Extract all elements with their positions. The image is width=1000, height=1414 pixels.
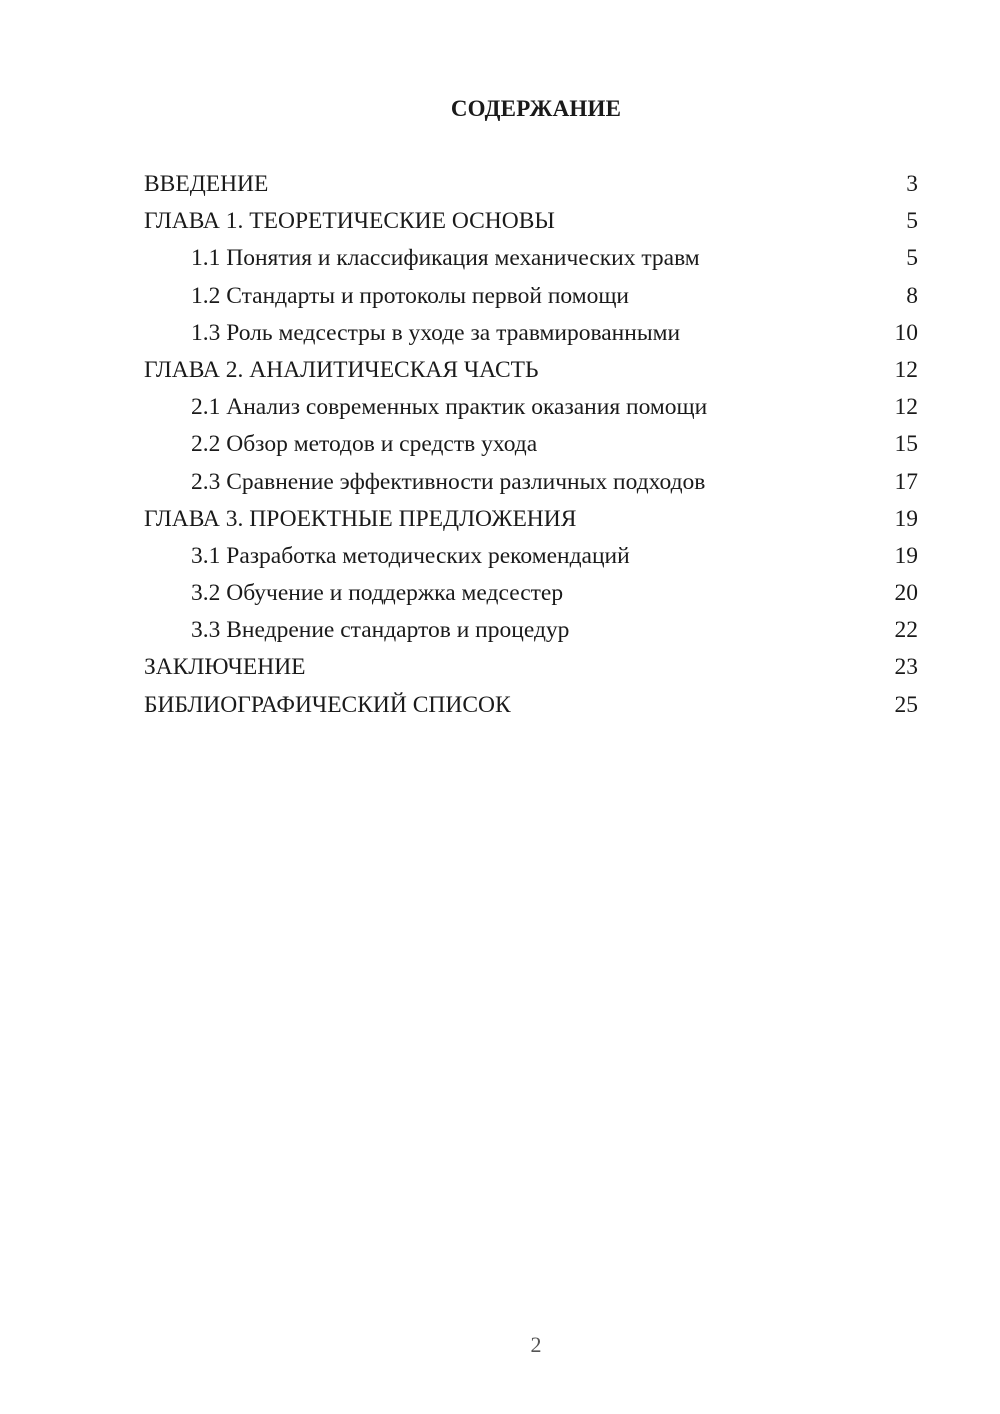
toc-entry-page: 3 [906,171,918,197]
toc-entry-page: 15 [894,431,918,458]
toc-entry [144,203,918,240]
toc-entry-label: ВВЕДЕНИЕ [144,171,269,197]
toc-entry [144,240,918,277]
toc-entry-label: 1.1 Понятия и классификация механических травм [191,245,700,272]
toc-entry-page: 20 [894,580,918,607]
toc-entry-page: 22 [894,617,918,644]
toc-entry-page: 12 [894,356,918,383]
toc-entry-page: 17 [894,468,918,495]
toc-entry [144,575,918,612]
toc-entry [144,426,918,463]
toc-entry-page: 5 [906,208,918,235]
toc-entry [144,538,918,575]
toc-entry-page: 12 [894,394,918,421]
toc-entry-label: 1.2 Стандарты и протоколы первой помощи [191,282,629,309]
toc-entry [144,649,918,686]
table-of-contents [144,166,918,724]
toc-entry-label: 1.3 Роль медсестры в уходе за травмированными [191,319,681,346]
toc-entry [144,278,918,315]
toc-entry-page: 19 [894,542,918,569]
toc-entry-label: 2.3 Сравнение эффективности различных подходов [191,468,706,495]
toc-entry-label: ГЛАВА 1. ТЕОРЕТИЧЕСКИЕ ОСНОВЫ [144,208,555,235]
toc-entry [144,464,918,501]
toc-entry-label: ГЛАВА 3. ПРОЕКТНЫЕ ПРЕДЛОЖЕНИЯ [144,505,577,532]
toc-entry-label: БИБЛИОГРАФИЧЕСКИЙ СПИСОК [144,691,511,718]
toc-entry [144,612,918,649]
toc-entry-label: ЗАКЛЮЧЕНИЕ [144,654,306,681]
toc-entry [144,315,918,352]
toc-entry-label: 3.2 Обучение и поддержка медсестер [191,580,564,607]
toc-entry [144,687,918,724]
page-number: 2 [530,1332,542,1357]
toc-entry [144,389,918,426]
toc-entry-page: 5 [906,245,918,272]
toc-entry-page: 10 [894,319,918,346]
toc-entry-label: 3.3 Внедрение стандартов и процедур [191,617,570,644]
toc-entry [144,501,918,538]
toc-entry-label: 2.2 Обзор методов и средств ухода [191,431,538,458]
toc-entry-page: 23 [894,654,918,681]
toc-entry [144,166,918,203]
toc-entry-page: 8 [906,282,918,309]
page-title: СОДЕРЖАНИЕ [450,96,622,121]
toc-entry [144,352,918,389]
toc-entry-label: ГЛАВА 2. АНАЛИТИЧЕСКАЯ ЧАСТЬ [144,356,539,383]
toc-entry-page: 25 [894,691,918,718]
toc-entry-label: 2.1 Анализ современных практик оказания помощи [191,394,708,421]
toc-entry-label: 3.1 Разработка методических рекомендаций [191,542,630,569]
toc-entry-page: 19 [894,505,918,532]
